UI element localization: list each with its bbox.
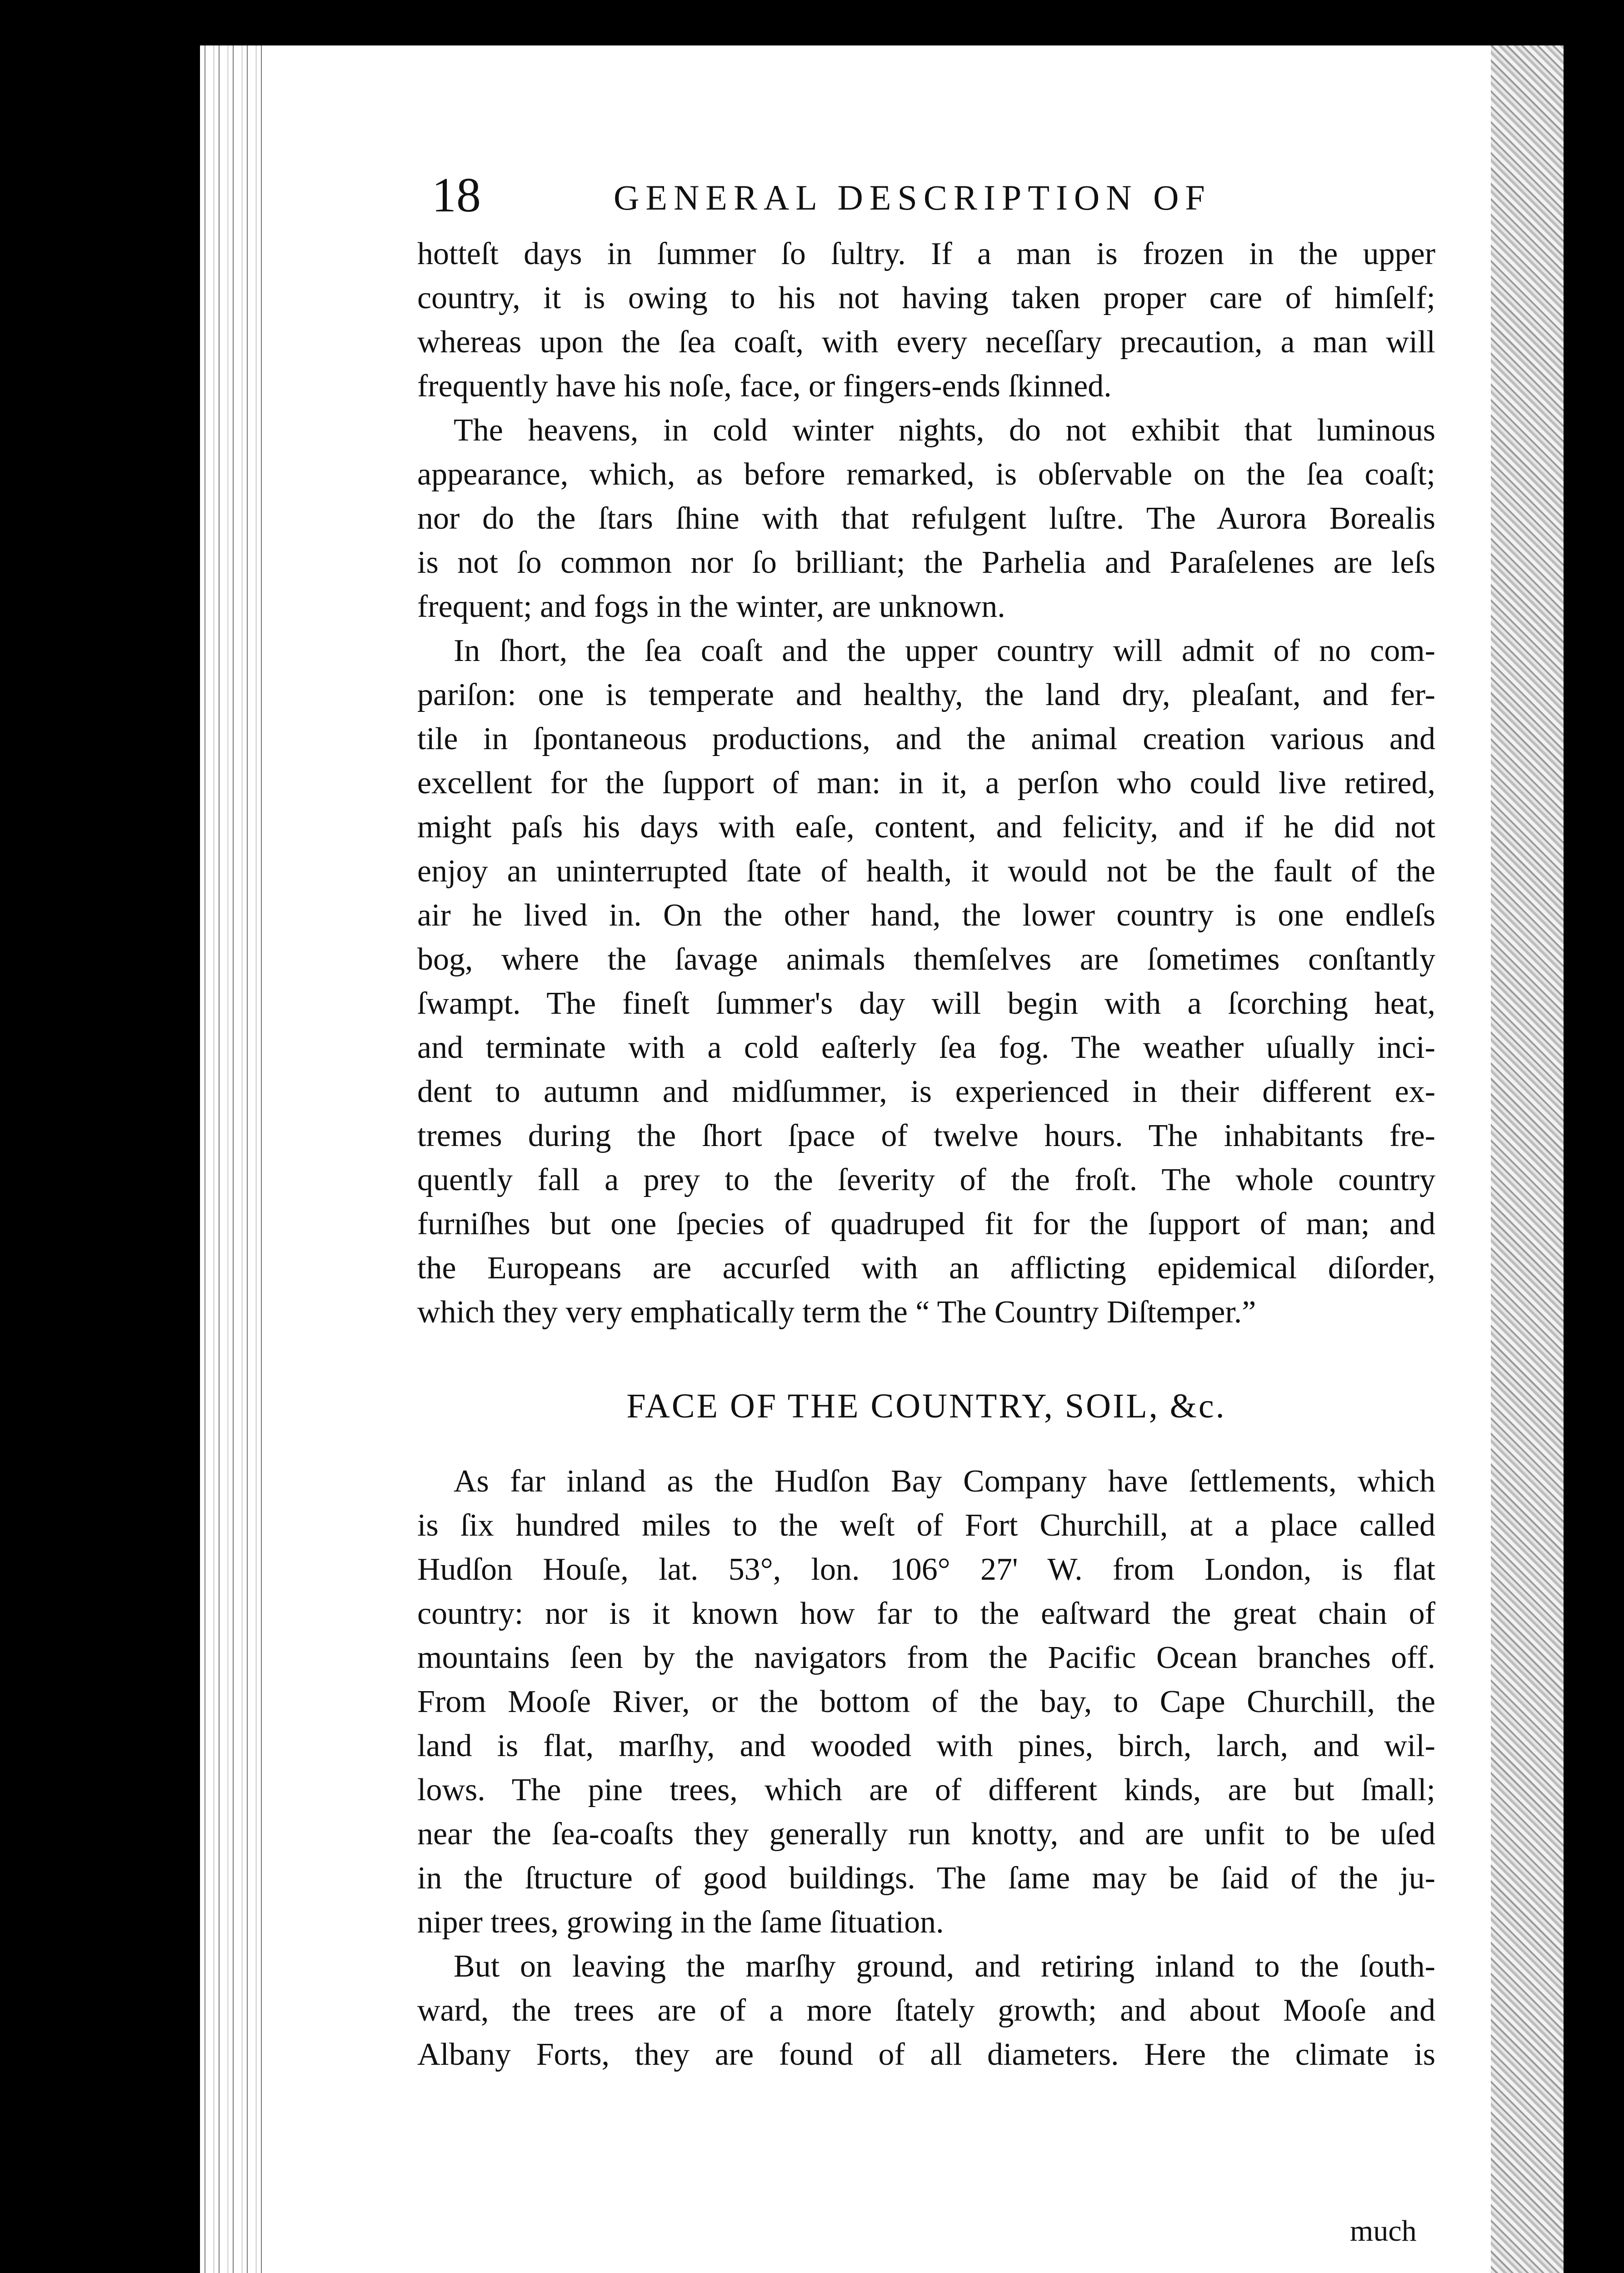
text-line: Hudſon Houſe, lat. 53°, lon. 106° 27' W. from London, is flat — [417, 1552, 1435, 1587]
text-line: tile in ſpontaneous productions, and the animal creation various and — [417, 721, 1435, 756]
text-line: whereas upon the ſea coaſt, with every neceſſary precaution, a man will — [417, 325, 1435, 360]
text-line: quently fall a prey to the ſeverity of the froſt. The whole country — [417, 1162, 1435, 1197]
text-line: appearance, which, as before remarked, is obſervable on the ſea coaſt; — [417, 457, 1435, 492]
text-line: land is flat, marſhy, and wooded with pines, birch, larch, and wil- — [417, 1728, 1435, 1763]
text-line: country: nor is it known how far to the eaſtward the great chain of — [417, 1596, 1435, 1631]
text-line: hotteſt days in ſummer ſo ſultry. If a man is frozen in the upper — [417, 236, 1435, 271]
scan-border — [1564, 0, 1624, 2273]
section-heading: FACE OF THE COUNTRY, SOIL, &c. — [626, 1387, 1226, 1425]
text-line: ſwampt. The fineſt ſummer's day will begin with a ſcorching heat, — [417, 986, 1435, 1021]
text-line: dent to autumn and midſummer, is experienced in their different ex- — [417, 1074, 1435, 1109]
text-line: air he lived in. On the other hand, the lower country is one endleſs — [417, 898, 1435, 933]
paragraph — [417, 629, 1435, 1334]
text-line: mountains ſeen by the navigators from the Pacific Ocean branches off. — [417, 1640, 1435, 1675]
paragraph — [417, 1944, 1435, 2077]
text-line: nor do the ſtars ſhine with that refulgent luſtre. The Aurora Borealis — [417, 501, 1435, 536]
text-line: niper trees, growing in the ſame ſituation. — [417, 1905, 944, 1940]
text-line: furniſhes but one ſpecies of quadruped fit for the ſupport of man; and — [417, 1207, 1435, 1242]
text-line: near the ſea-coaſts they generally run knotty, and are unfit to be uſed — [417, 1817, 1435, 1852]
text-line: The heavens, in cold winter nights, do not exhibit that luminous — [454, 413, 1435, 448]
text-line: ward, the trees are of a more ſtately growth; and about Mooſe and — [417, 1993, 1435, 2028]
page-number: 18 — [432, 168, 481, 222]
paragraph — [417, 408, 1435, 629]
text-line: bog, where the ſavage animals themſelves are ſometimes conſtantly — [417, 942, 1435, 977]
text-line: tremes during the ſhort ſpace of twelve hours. The inhabitants fre- — [417, 1118, 1435, 1153]
body-text — [417, 232, 1435, 1334]
text-line: is not ſo common nor ſo brilliant; the Parhelia and Paraſelenes are leſs — [417, 545, 1435, 580]
right-page-edge — [1491, 45, 1564, 2273]
catchword: much — [1350, 2214, 1417, 2248]
text-line: enjoy an uninterrupted ſtate of health, it would not be the fault of the — [417, 854, 1435, 889]
text-line: frequently have his noſe, face, or fingers-ends ſkinned. — [417, 369, 1112, 404]
running-title: GENERAL DESCRIPTION OF — [614, 178, 1211, 217]
paragraph — [417, 1459, 1435, 1944]
running-head — [432, 168, 1441, 227]
text-line: In ſhort, the ſea coaſt and the upper country will admit of no com- — [454, 633, 1435, 668]
text-line: frequent; and fogs in the winter, are unknown. — [417, 589, 1005, 624]
text-line: Albany Forts, they are found of all diameters. Here the climate is — [417, 2037, 1435, 2072]
text-line: From Mooſe River, or the bottom of the bay, to Cape Churchill, the — [417, 1684, 1435, 1719]
text-line: lows. The pine trees, which are of different kinds, are but ſmall; — [417, 1772, 1435, 1807]
text-line: the Europeans are accurſed with an afflicting epidemical diſorder, — [417, 1251, 1435, 1286]
section-body-text — [417, 1459, 1435, 2077]
text-line: is ſix hundred miles to the weſt of Fort Churchill, at a place called — [417, 1508, 1435, 1543]
text-line: pariſon: one is temperate and healthy, the land dry, pleaſant, and fer- — [417, 677, 1435, 712]
text-line: which they very emphatically term the “ The Country Diſtemper.” — [417, 1295, 1256, 1330]
text-line: As far inland as the Hudſon Bay Company have ſettlements, which — [454, 1464, 1435, 1499]
text-line: country, it is owing to his not having taken proper care of himſelf; — [417, 280, 1435, 315]
text-line: and terminate with a cold eaſterly ſea fog. The weather uſually inci- — [417, 1030, 1435, 1065]
left-page-edge — [200, 45, 268, 2273]
text-line: in the ſtructure of good buildings. The ſame may be ſaid of the ju- — [417, 1861, 1435, 1896]
text-line: excellent for the ſupport of man: in it, a perſon who could live retired, — [417, 766, 1435, 801]
paragraph — [417, 232, 1435, 408]
text-line: might paſs his days with eaſe, content, and felicity, and if he did not — [417, 810, 1435, 845]
text-line: But on leaving the marſhy ground, and retiring inland to the ſouth- — [454, 1949, 1435, 1984]
